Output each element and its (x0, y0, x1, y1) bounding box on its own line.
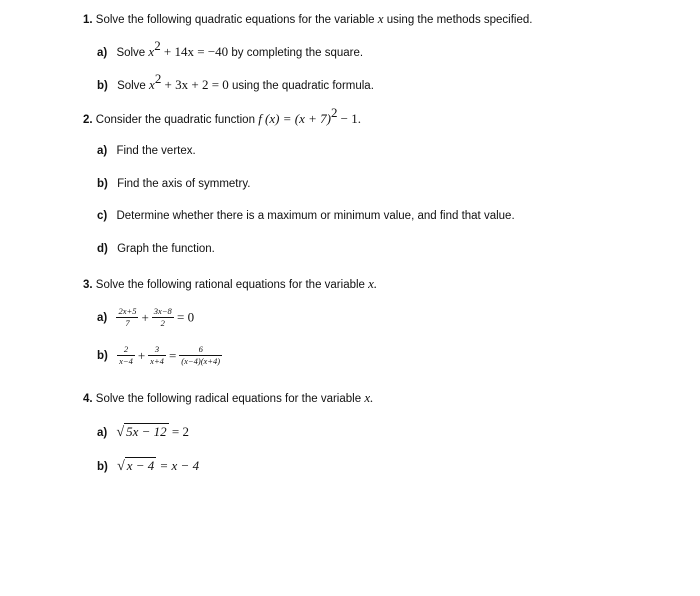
question-2: 2. Consider the quadratic function f $(x) = (x + 7)^2 - 1$. (83, 105, 361, 126)
denominator: 2 (160, 318, 165, 328)
fraction (179, 344, 222, 367)
question-text: using the methods specified. (386, 14, 533, 26)
equation-x: x (148, 44, 155, 59)
part-label: b) (97, 178, 108, 190)
variable: x (377, 11, 384, 26)
numerator: 2x+5 (118, 306, 137, 316)
equation-rhs: = x − 4 (159, 458, 200, 473)
radicand: x − 4 (126, 458, 155, 473)
question-2a (97, 145, 196, 157)
function-tail: − 1. (340, 111, 361, 126)
radicand: 5x − 12 (126, 424, 167, 439)
question-3a: a) $\frac{2x+5}{7}$ + $\frac{3x-8}{2}$ = 0 (97, 306, 195, 328)
square-root: √ x − 4 (117, 458, 155, 474)
part-label: b) (97, 80, 108, 92)
part-label: a) (97, 145, 108, 157)
question-1b: b) Solve $x^2 + 3x + 2 = 0$ using the quadratic formula. (97, 71, 374, 92)
part-label: b) (97, 461, 108, 473)
part-label: d) (97, 243, 108, 255)
question-4b (97, 458, 199, 475)
part-text: Graph the function. (117, 243, 215, 255)
equation-rhs: = 0 (177, 309, 195, 325)
part-text: Determine whether there is a maximum or minimum value, and find that value. (116, 210, 515, 222)
question-4a (97, 424, 189, 441)
question-2b (97, 178, 250, 190)
question-text: Solve the following rational equations for the variable (95, 279, 365, 291)
fraction (117, 344, 135, 367)
function-expression: f (x) = (x + 7) (258, 111, 331, 126)
part-text: Solve (116, 47, 146, 59)
numerator: 2 (117, 344, 135, 356)
part-text: using the quadratic formula. (231, 80, 374, 92)
part-label: a) (97, 427, 108, 439)
part-label: b) (97, 349, 108, 362)
question-number: 1. (83, 14, 93, 26)
question-3b: b) $\frac{2}{x-4}$ + $\frac{3}{x+4}$ = $\frac{6}{(x-4)(x+4)}$ (97, 344, 221, 366)
numerator: 6 (179, 344, 222, 356)
equation-rest: + 3x + 2 = 0 (164, 77, 229, 92)
variable: x. (368, 276, 378, 291)
part-text: Solve (117, 80, 146, 92)
question-4 (83, 390, 373, 406)
numerator: 3 (148, 344, 166, 356)
fraction (116, 306, 138, 329)
part-text: Find the axis of symmetry. (117, 178, 251, 190)
fraction (148, 344, 166, 367)
denominator: 7 (125, 318, 130, 328)
part-text: by completing the square. (231, 47, 364, 59)
question-2c (97, 210, 515, 222)
square-root: √ 5x − 12 (116, 424, 167, 440)
numerator: 3x−8 (153, 306, 172, 316)
question-text: Solve the following radical equations for the variable (95, 393, 362, 405)
equation-rhs: = 2 (171, 424, 189, 439)
fraction (152, 306, 174, 329)
equation-rest: + 14x = −40 (163, 44, 229, 59)
question-1 (83, 11, 532, 27)
question-number: 4. (83, 393, 93, 405)
equation-x: x (149, 77, 155, 92)
question-3 (83, 276, 377, 292)
part-text: Find the vertex. (116, 145, 196, 157)
question-number: 2. (83, 114, 93, 126)
question-2d (97, 243, 215, 255)
question-number: 3. (83, 279, 93, 291)
question-text: Consider the quadratic function (95, 114, 255, 126)
denominator: x+4 (150, 356, 164, 366)
denominator: x−4 (119, 356, 133, 366)
variable: x. (364, 390, 374, 405)
denominator: (x−4)(x+4) (181, 356, 221, 366)
question-text: Solve the following quadratic equations for the variable (95, 14, 375, 26)
part-label: a) (97, 311, 108, 324)
part-label: a) (97, 47, 108, 59)
question-1a: a) Solve $x^2 + 14x = -40$ by completing the square. (97, 38, 364, 59)
part-label: c) (97, 210, 108, 222)
